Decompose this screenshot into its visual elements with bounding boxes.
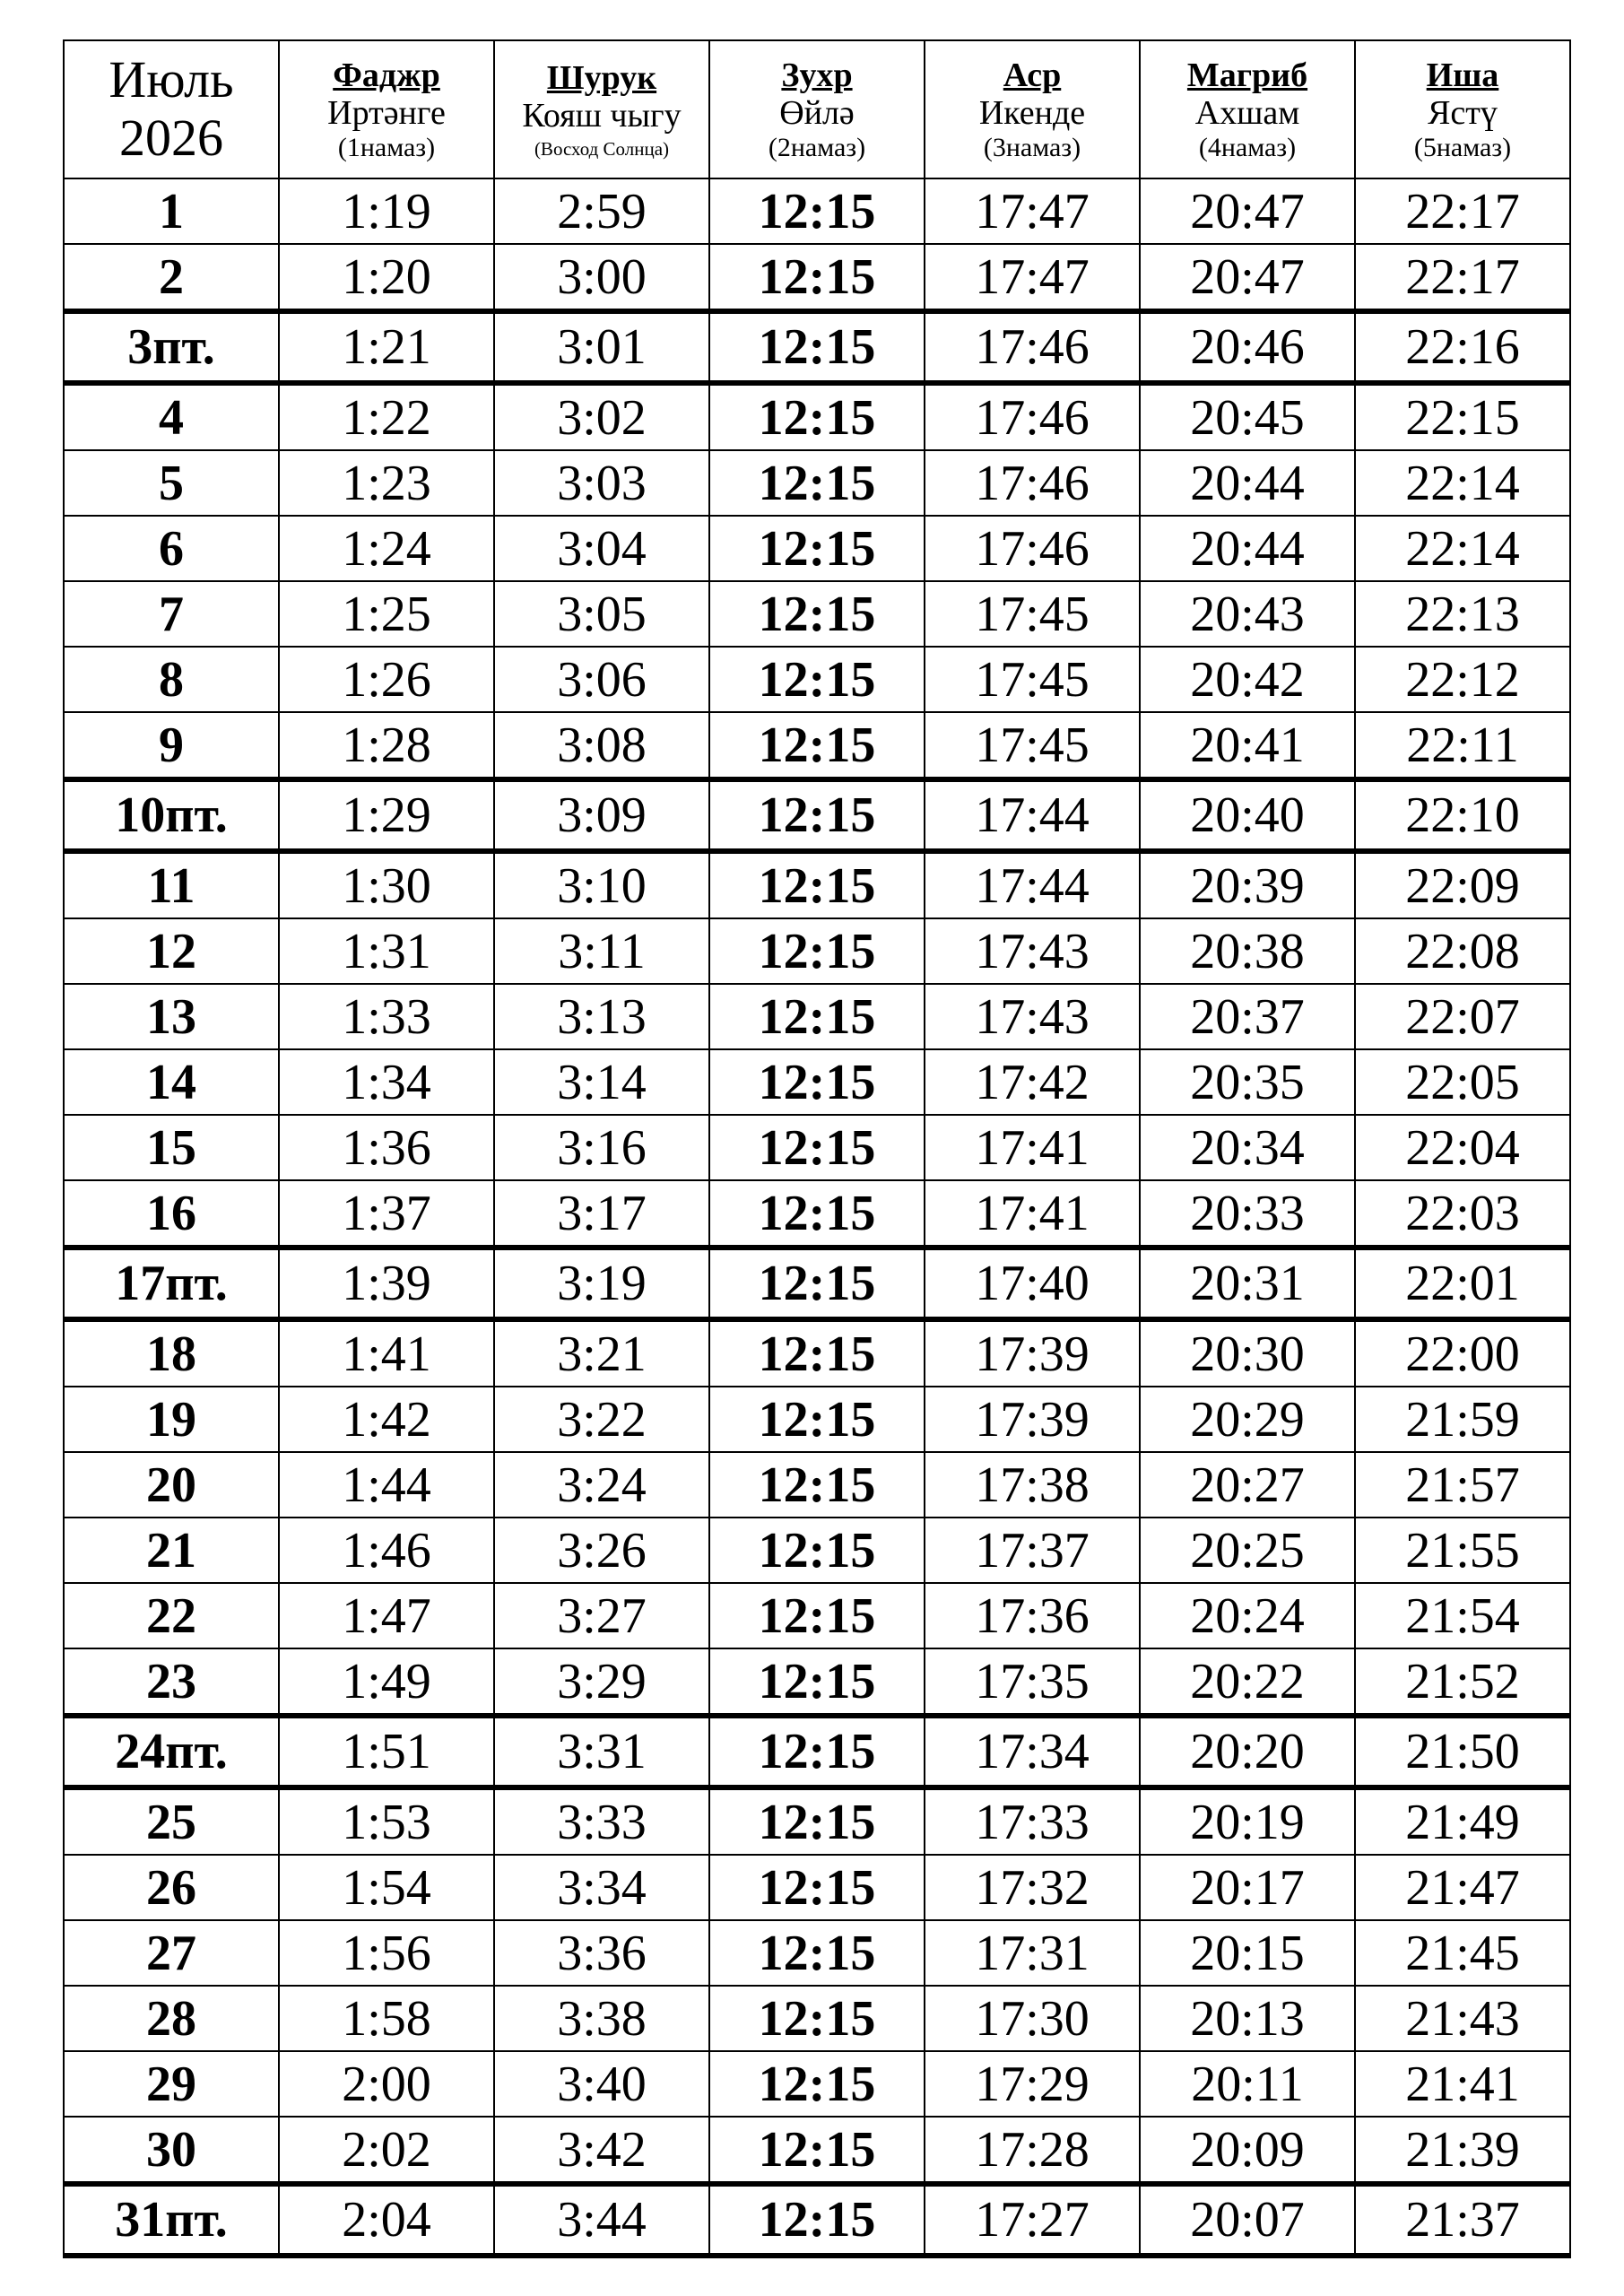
table-row-friday	[64, 2184, 1570, 2256]
fajr-time-cell: 2:00	[279, 2051, 494, 2117]
isha-time-cell: 22:03	[1355, 1180, 1570, 1248]
zuhr-time-cell: 12:15	[709, 1648, 925, 1716]
asr-time-cell: 17:37	[925, 1518, 1140, 1583]
day-cell: 12	[64, 918, 279, 984]
isha-time-cell: 21:50	[1355, 1716, 1570, 1787]
isha-time-cell: 21:47	[1355, 1855, 1570, 1920]
zuhr-time-cell: 12:15	[709, 1115, 925, 1180]
table-row	[64, 1855, 1570, 1920]
table-row	[64, 450, 1570, 516]
asr-time-cell: 17:41	[925, 1115, 1140, 1180]
shuruk-time-cell: 3:21	[494, 1319, 709, 1387]
asr-time-cell: 17:30	[925, 1986, 1140, 2051]
column-tatar-name: Кояш чыгу	[522, 97, 682, 135]
day-cell: 8	[64, 647, 279, 712]
maghrib-time-cell: 20:33	[1140, 1180, 1355, 1248]
column-note: (1намаз)	[337, 132, 436, 162]
zuhr-time-cell: 12:15	[709, 244, 925, 311]
day-cell: 7	[64, 581, 279, 647]
asr-time-cell: 17:35	[925, 1648, 1140, 1716]
asr-time-cell: 17:47	[925, 178, 1140, 244]
asr-time-cell: 17:32	[925, 1855, 1140, 1920]
header-row	[64, 40, 1570, 178]
day-cell: 4	[64, 383, 279, 450]
column-tatar-name: Иртәнге	[327, 94, 446, 133]
asr-time-cell: 17:45	[925, 581, 1140, 647]
column-name: Иша	[1426, 56, 1499, 94]
column-header-isha	[1355, 40, 1570, 178]
shuruk-time-cell: 3:13	[494, 984, 709, 1049]
shuruk-time-cell: 3:02	[494, 383, 709, 450]
maghrib-time-cell: 20:34	[1140, 1115, 1355, 1180]
zuhr-time-cell: 12:15	[709, 2051, 925, 2117]
table-row	[64, 1387, 1570, 1452]
fajr-time-cell: 1:39	[279, 1248, 494, 1319]
table-row	[64, 581, 1570, 647]
zuhr-time-cell: 12:15	[709, 984, 925, 1049]
zuhr-time-cell: 12:15	[709, 1049, 925, 1115]
fajr-time-cell: 1:26	[279, 647, 494, 712]
fajr-time-cell: 2:04	[279, 2184, 494, 2256]
shuruk-time-cell: 3:19	[494, 1248, 709, 1319]
column-note: (4намаз)	[1198, 132, 1297, 162]
isha-time-cell: 21:57	[1355, 1452, 1570, 1518]
asr-time-cell: 17:42	[925, 1049, 1140, 1115]
month-label: Июль	[109, 50, 234, 109]
fajr-time-cell: 1:37	[279, 1180, 494, 1248]
day-cell: 31пт.	[64, 2184, 279, 2256]
day-cell: 1	[64, 178, 279, 244]
isha-time-cell: 21:45	[1355, 1920, 1570, 1986]
shuruk-time-cell: 3:03	[494, 450, 709, 516]
asr-time-cell: 17:33	[925, 1787, 1140, 1855]
zuhr-time-cell: 12:15	[709, 1855, 925, 1920]
asr-time-cell: 17:46	[925, 383, 1140, 450]
isha-time-cell: 21:59	[1355, 1387, 1570, 1452]
asr-time-cell: 17:27	[925, 2184, 1140, 2256]
day-cell: 15	[64, 1115, 279, 1180]
day-cell: 21	[64, 1518, 279, 1583]
day-cell: 18	[64, 1319, 279, 1387]
table-row	[64, 712, 1570, 779]
isha-time-cell: 21:55	[1355, 1518, 1570, 1583]
isha-time-cell: 21:39	[1355, 2117, 1570, 2184]
fajr-time-cell: 1:54	[279, 1855, 494, 1920]
maghrib-time-cell: 20:17	[1140, 1855, 1355, 1920]
asr-time-cell: 17:36	[925, 1583, 1140, 1648]
maghrib-time-cell: 20:20	[1140, 1716, 1355, 1787]
shuruk-time-cell: 3:24	[494, 1452, 709, 1518]
table-row	[64, 647, 1570, 712]
maghrib-time-cell: 20:11	[1140, 2051, 1355, 2117]
asr-time-cell: 17:38	[925, 1452, 1140, 1518]
column-tatar-name: Ахшам	[1194, 94, 1300, 133]
maghrib-time-cell: 20:39	[1140, 851, 1355, 918]
shuruk-time-cell: 3:44	[494, 2184, 709, 2256]
table-row	[64, 2051, 1570, 2117]
fajr-time-cell: 1:24	[279, 516, 494, 581]
column-name: Аср	[1003, 56, 1062, 94]
isha-time-cell: 21:37	[1355, 2184, 1570, 2256]
shuruk-time-cell: 3:05	[494, 581, 709, 647]
asr-time-cell: 17:44	[925, 779, 1140, 851]
maghrib-time-cell: 20:41	[1140, 712, 1355, 779]
column-name: Магриб	[1186, 56, 1308, 94]
zuhr-time-cell: 12:15	[709, 712, 925, 779]
zuhr-time-cell: 12:15	[709, 1387, 925, 1452]
shuruk-time-cell: 3:06	[494, 647, 709, 712]
day-cell: 23	[64, 1648, 279, 1716]
zuhr-time-cell: 12:15	[709, 918, 925, 984]
day-cell: 22	[64, 1583, 279, 1648]
day-cell: 10пт.	[64, 779, 279, 851]
maghrib-time-cell: 20:22	[1140, 1648, 1355, 1716]
fajr-time-cell: 1:47	[279, 1583, 494, 1648]
table-row-friday	[64, 1716, 1570, 1787]
maghrib-time-cell: 20:30	[1140, 1319, 1355, 1387]
shuruk-time-cell: 3:08	[494, 712, 709, 779]
maghrib-time-cell: 20:38	[1140, 918, 1355, 984]
table-row	[64, 918, 1570, 984]
day-cell: 2	[64, 244, 279, 311]
isha-time-cell: 22:07	[1355, 984, 1570, 1049]
day-cell: 3пт.	[64, 311, 279, 383]
shuruk-time-cell: 3:04	[494, 516, 709, 581]
zuhr-time-cell: 12:15	[709, 779, 925, 851]
zuhr-time-cell: 12:15	[709, 1180, 925, 1248]
maghrib-time-cell: 20:35	[1140, 1049, 1355, 1115]
asr-time-cell: 17:41	[925, 1180, 1140, 1248]
maghrib-time-cell: 20:46	[1140, 311, 1355, 383]
column-header-zuhr	[709, 40, 925, 178]
table-row-friday	[64, 311, 1570, 383]
shuruk-time-cell: 3:40	[494, 2051, 709, 2117]
fajr-time-cell: 1:21	[279, 311, 494, 383]
year-label: 2026	[119, 109, 223, 167]
column-name: Фаджр	[333, 56, 440, 94]
table-row	[64, 851, 1570, 918]
asr-time-cell: 17:44	[925, 851, 1140, 918]
asr-time-cell: 17:39	[925, 1319, 1140, 1387]
zuhr-time-cell: 12:15	[709, 311, 925, 383]
isha-time-cell: 22:10	[1355, 779, 1570, 851]
isha-time-cell: 22:16	[1355, 311, 1570, 383]
maghrib-time-cell: 20:13	[1140, 1986, 1355, 2051]
table-row	[64, 516, 1570, 581]
isha-time-cell: 22:05	[1355, 1049, 1570, 1115]
column-tatar-name: Икенде	[978, 94, 1086, 133]
asr-time-cell: 17:46	[925, 516, 1140, 581]
zuhr-time-cell: 12:15	[709, 1920, 925, 1986]
maghrib-time-cell: 20:44	[1140, 450, 1355, 516]
fajr-time-cell: 1:56	[279, 1920, 494, 1986]
isha-time-cell: 21:54	[1355, 1583, 1570, 1648]
fajr-time-cell: 1:42	[279, 1387, 494, 1452]
table-row-friday	[64, 779, 1570, 851]
asr-time-cell: 17:43	[925, 984, 1140, 1049]
table-row	[64, 1986, 1570, 2051]
maghrib-time-cell: 20:27	[1140, 1452, 1355, 1518]
table-row	[64, 244, 1570, 311]
maghrib-time-cell: 20:25	[1140, 1518, 1355, 1583]
asr-time-cell: 17:45	[925, 712, 1140, 779]
day-cell: 28	[64, 1986, 279, 2051]
asr-time-cell: 17:47	[925, 244, 1140, 311]
asr-time-cell: 17:40	[925, 1248, 1140, 1319]
fajr-time-cell: 1:36	[279, 1115, 494, 1180]
column-name: Зухр	[781, 56, 853, 94]
zuhr-time-cell: 12:15	[709, 1716, 925, 1787]
maghrib-time-cell: 20:43	[1140, 581, 1355, 647]
shuruk-time-cell: 3:09	[494, 779, 709, 851]
zuhr-time-cell: 12:15	[709, 516, 925, 581]
day-cell: 13	[64, 984, 279, 1049]
fajr-time-cell: 1:58	[279, 1986, 494, 2051]
fajr-time-cell: 2:02	[279, 2117, 494, 2184]
shuruk-time-cell: 3:11	[494, 918, 709, 984]
zuhr-time-cell: 12:15	[709, 450, 925, 516]
asr-time-cell: 17:29	[925, 2051, 1140, 2117]
isha-time-cell: 22:01	[1355, 1248, 1570, 1319]
fajr-time-cell: 1:41	[279, 1319, 494, 1387]
shuruk-time-cell: 3:16	[494, 1115, 709, 1180]
day-cell: 16	[64, 1180, 279, 1248]
isha-time-cell: 22:14	[1355, 450, 1570, 516]
asr-time-cell: 17:45	[925, 647, 1140, 712]
day-cell: 30	[64, 2117, 279, 2184]
column-note: (2намаз)	[768, 132, 866, 162]
column-note: (Восход Солнца)	[534, 137, 670, 160]
day-cell: 5	[64, 450, 279, 516]
isha-time-cell: 22:12	[1355, 647, 1570, 712]
asr-time-cell: 17:39	[925, 1387, 1140, 1452]
isha-time-cell: 22:13	[1355, 581, 1570, 647]
asr-time-cell: 17:31	[925, 1920, 1140, 1986]
zuhr-time-cell: 12:15	[709, 1319, 925, 1387]
column-tatar-name: Ястү	[1428, 94, 1498, 133]
fajr-time-cell: 1:19	[279, 178, 494, 244]
maghrib-time-cell: 20:44	[1140, 516, 1355, 581]
day-cell: 26	[64, 1855, 279, 1920]
shuruk-time-cell: 3:22	[494, 1387, 709, 1452]
day-cell: 17пт.	[64, 1248, 279, 1319]
maghrib-time-cell: 20:09	[1140, 2117, 1355, 2184]
asr-time-cell: 17:46	[925, 311, 1140, 383]
shuruk-time-cell: 2:59	[494, 178, 709, 244]
isha-time-cell: 22:14	[1355, 516, 1570, 581]
fajr-time-cell: 1:30	[279, 851, 494, 918]
day-cell: 6	[64, 516, 279, 581]
table-row	[64, 984, 1570, 1049]
zuhr-time-cell: 12:15	[709, 581, 925, 647]
column-tatar-name: Өйлә	[779, 94, 855, 133]
column-note: (3намаз)	[983, 132, 1081, 162]
column-header-shuruk	[494, 40, 709, 178]
table-row	[64, 2117, 1570, 2184]
maghrib-time-cell: 20:07	[1140, 2184, 1355, 2256]
zuhr-time-cell: 12:15	[709, 1518, 925, 1583]
shuruk-time-cell: 3:17	[494, 1180, 709, 1248]
zuhr-time-cell: 12:15	[709, 1583, 925, 1648]
isha-time-cell: 22:15	[1355, 383, 1570, 450]
isha-time-cell: 21:43	[1355, 1986, 1570, 2051]
isha-time-cell: 21:52	[1355, 1648, 1570, 1716]
shuruk-time-cell: 3:26	[494, 1518, 709, 1583]
isha-time-cell: 22:17	[1355, 178, 1570, 244]
column-header-asr	[925, 40, 1140, 178]
maghrib-time-cell: 20:37	[1140, 984, 1355, 1049]
fajr-time-cell: 1:46	[279, 1518, 494, 1583]
day-cell: 25	[64, 1787, 279, 1855]
maghrib-time-cell: 20:31	[1140, 1248, 1355, 1319]
maghrib-time-cell: 20:47	[1140, 178, 1355, 244]
day-cell: 20	[64, 1452, 279, 1518]
zuhr-time-cell: 12:15	[709, 1787, 925, 1855]
zuhr-time-cell: 12:15	[709, 383, 925, 450]
isha-time-cell: 22:17	[1355, 244, 1570, 311]
table-header	[64, 40, 1570, 178]
month-year-cell	[64, 40, 279, 178]
fajr-time-cell: 1:34	[279, 1049, 494, 1115]
maghrib-time-cell: 20:29	[1140, 1387, 1355, 1452]
isha-time-cell: 21:49	[1355, 1787, 1570, 1855]
shuruk-time-cell: 3:38	[494, 1986, 709, 2051]
zuhr-time-cell: 12:15	[709, 851, 925, 918]
maghrib-time-cell: 20:15	[1140, 1920, 1355, 1986]
table-row	[64, 1319, 1570, 1387]
asr-time-cell: 17:28	[925, 2117, 1140, 2184]
isha-time-cell: 22:08	[1355, 918, 1570, 984]
maghrib-time-cell: 20:19	[1140, 1787, 1355, 1855]
shuruk-time-cell: 3:33	[494, 1787, 709, 1855]
fajr-time-cell: 1:23	[279, 450, 494, 516]
fajr-time-cell: 1:44	[279, 1452, 494, 1518]
day-cell: 9	[64, 712, 279, 779]
zuhr-time-cell: 12:15	[709, 178, 925, 244]
zuhr-time-cell: 12:15	[709, 647, 925, 712]
maghrib-time-cell: 20:40	[1140, 779, 1355, 851]
column-note: (5намаз)	[1413, 132, 1512, 162]
column-header-maghrib	[1140, 40, 1355, 178]
asr-time-cell: 17:34	[925, 1716, 1140, 1787]
day-cell: 27	[64, 1920, 279, 1986]
table-body	[64, 178, 1570, 2256]
fajr-time-cell: 1:22	[279, 383, 494, 450]
shuruk-time-cell: 3:01	[494, 311, 709, 383]
isha-time-cell: 21:41	[1355, 2051, 1570, 2117]
column-name: Шурук	[546, 58, 657, 97]
zuhr-time-cell: 12:15	[709, 1452, 925, 1518]
fajr-time-cell: 1:49	[279, 1648, 494, 1716]
shuruk-time-cell: 3:34	[494, 1855, 709, 1920]
fajr-time-cell: 1:28	[279, 712, 494, 779]
table-row	[64, 1920, 1570, 1986]
zuhr-time-cell: 12:15	[709, 2184, 925, 2256]
day-cell: 29	[64, 2051, 279, 2117]
day-cell: 11	[64, 851, 279, 918]
day-cell: 14	[64, 1049, 279, 1115]
maghrib-time-cell: 20:24	[1140, 1583, 1355, 1648]
table-row	[64, 1452, 1570, 1518]
fajr-time-cell: 1:31	[279, 918, 494, 984]
prayer-timetable	[63, 39, 1571, 2258]
table-row	[64, 383, 1570, 450]
zuhr-time-cell: 12:15	[709, 1248, 925, 1319]
day-cell: 24пт.	[64, 1716, 279, 1787]
isha-time-cell: 22:00	[1355, 1319, 1570, 1387]
table-row-friday	[64, 1248, 1570, 1319]
day-cell: 19	[64, 1387, 279, 1452]
shuruk-time-cell: 3:29	[494, 1648, 709, 1716]
fajr-time-cell: 1:20	[279, 244, 494, 311]
shuruk-time-cell: 3:42	[494, 2117, 709, 2184]
table-row	[64, 1180, 1570, 1248]
zuhr-time-cell: 12:15	[709, 2117, 925, 2184]
column-header-fajr	[279, 40, 494, 178]
shuruk-time-cell: 3:10	[494, 851, 709, 918]
asr-time-cell: 17:46	[925, 450, 1140, 516]
maghrib-time-cell: 20:45	[1140, 383, 1355, 450]
asr-time-cell: 17:43	[925, 918, 1140, 984]
fajr-time-cell: 1:29	[279, 779, 494, 851]
shuruk-time-cell: 3:27	[494, 1583, 709, 1648]
fajr-time-cell: 1:51	[279, 1716, 494, 1787]
table-row	[64, 1115, 1570, 1180]
fajr-time-cell: 1:25	[279, 581, 494, 647]
fajr-time-cell: 1:53	[279, 1787, 494, 1855]
table-row	[64, 1648, 1570, 1716]
shuruk-time-cell: 3:14	[494, 1049, 709, 1115]
table-row	[64, 1787, 1570, 1855]
shuruk-time-cell: 3:36	[494, 1920, 709, 1986]
table-row	[64, 1518, 1570, 1583]
isha-time-cell: 22:09	[1355, 851, 1570, 918]
maghrib-time-cell: 20:42	[1140, 647, 1355, 712]
table-row	[64, 1583, 1570, 1648]
isha-time-cell: 22:04	[1355, 1115, 1570, 1180]
zuhr-time-cell: 12:15	[709, 1986, 925, 2051]
fajr-time-cell: 1:33	[279, 984, 494, 1049]
table-row	[64, 178, 1570, 244]
isha-time-cell: 22:11	[1355, 712, 1570, 779]
shuruk-time-cell: 3:00	[494, 244, 709, 311]
table-row	[64, 1049, 1570, 1115]
shuruk-time-cell: 3:31	[494, 1716, 709, 1787]
maghrib-time-cell: 20:47	[1140, 244, 1355, 311]
